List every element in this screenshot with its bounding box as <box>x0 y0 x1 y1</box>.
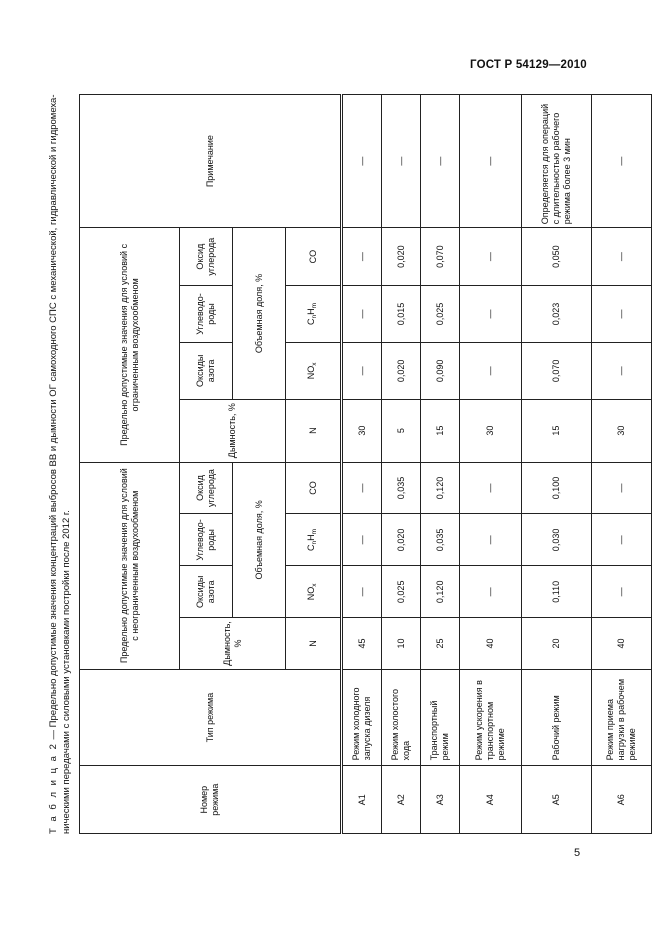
header-co-unlimited: Оксид углерода <box>180 462 233 514</box>
caption-label: Т а б л и ц а 2 <box>48 742 59 834</box>
note-cell: — <box>421 95 460 228</box>
cell-value: — <box>342 462 382 514</box>
header-group-unlimited: Предельно допустимые значения для условий с неограниченным воздухообменом <box>80 462 180 669</box>
note-cell: — <box>342 95 382 228</box>
header-volume-unlimited: Объемная доля, % <box>233 462 286 618</box>
cell-value: 30 <box>592 399 652 462</box>
mode-number: А1 <box>342 766 382 834</box>
cell-value: 10 <box>382 618 421 670</box>
symbol-hc: $C_nH_m$ <box>286 286 342 343</box>
cell-value: — <box>460 462 522 514</box>
page-number: 5 <box>574 847 581 859</box>
table-row <box>460 95 522 834</box>
cell-value: 0,100 <box>522 462 592 514</box>
cell-value: 0,070 <box>522 342 592 399</box>
cell-value: — <box>460 286 522 343</box>
mode-type: Режим приема нагрузки в рабочем режиме <box>592 669 652 766</box>
cell-value: 45 <box>342 618 382 670</box>
header-hc-limited: Углеводороды <box>180 286 233 343</box>
symbol-n: N <box>286 618 342 670</box>
cell-value: 30 <box>460 399 522 462</box>
table-row <box>382 95 421 834</box>
mode-number: А6 <box>592 766 652 834</box>
symbol-nox: $NO_x$ <box>286 566 342 618</box>
cell-value: 15 <box>421 399 460 462</box>
cell-value: 0,025 <box>421 286 460 343</box>
header-smoke-limited: Дымность, % <box>180 399 286 462</box>
header-hc-unlimited: Углеводороды <box>180 514 233 566</box>
header-co-limited: Оксид углерода <box>180 228 233 286</box>
mode-number: А2 <box>382 766 421 834</box>
document-header: ГОСТ Р 54129—2010 <box>470 59 587 71</box>
note-cell: — <box>592 95 652 228</box>
cell-value: 40 <box>592 618 652 670</box>
symbol-co: CO <box>286 228 342 286</box>
mode-type: Режим холостого хода <box>382 669 421 766</box>
mode-type: Рабочий режим <box>522 669 592 766</box>
cell-value: 0,090 <box>421 342 460 399</box>
header-nox-limited: Оксиды азота <box>180 342 233 399</box>
cell-value: 25 <box>421 618 460 670</box>
header-mode-type: Тип режима <box>80 669 342 766</box>
rotated-table-area <box>48 94 637 834</box>
cell-value: 0,023 <box>522 286 592 343</box>
cell-value: — <box>342 514 382 566</box>
cell-value: 0,050 <box>522 228 592 286</box>
cell-value: 0,020 <box>382 514 421 566</box>
table-row <box>421 95 460 834</box>
cell-value: — <box>460 342 522 399</box>
header-note: Примечание <box>80 95 342 228</box>
table-row <box>342 95 382 834</box>
cell-value: — <box>342 286 382 343</box>
mode-type: Транспортный режим <box>421 669 460 766</box>
cell-value: 0,025 <box>382 566 421 618</box>
mode-number: А4 <box>460 766 522 834</box>
cell-value: 15 <box>522 399 592 462</box>
cell-value: 20 <box>522 618 592 670</box>
mode-number: А5 <box>522 766 592 834</box>
cell-value: 0,110 <box>522 566 592 618</box>
cell-value: — <box>342 566 382 618</box>
cell-value: 0,015 <box>382 286 421 343</box>
cell-value: 0,035 <box>421 514 460 566</box>
header-volume-limited: Объемная доля, % <box>233 228 286 399</box>
cell-value: — <box>592 342 652 399</box>
caption-text: — Предельно допустимые значения концентраций выбросов ВВ и дымности ОГ самоходного СПС с механической, гидравлической и гидромеханическими передачами с силовыми установками постройки после 2012 г. <box>48 94 72 834</box>
header-nox-unlimited: Оксиды азота <box>180 566 233 618</box>
emissions-table <box>79 94 652 834</box>
cell-value: 0,120 <box>421 566 460 618</box>
cell-value: — <box>592 286 652 343</box>
cell-value: — <box>460 566 522 618</box>
symbol-co: CO <box>286 462 342 514</box>
table-row <box>522 95 592 834</box>
header-smoke-unlimited: Дымность, % <box>180 618 286 670</box>
cell-value: — <box>592 462 652 514</box>
mode-number: А3 <box>421 766 460 834</box>
note-cell: — <box>382 95 421 228</box>
note-cell: — <box>460 95 522 228</box>
cell-value: — <box>592 514 652 566</box>
cell-value: 0,030 <box>522 514 592 566</box>
cell-value: — <box>592 566 652 618</box>
symbol-n: N <box>286 399 342 462</box>
symbol-nox: $NO_x$ <box>286 342 342 399</box>
header-mode-number: Номер режима <box>80 766 342 834</box>
cell-value: 0,020 <box>382 228 421 286</box>
cell-value: — <box>342 228 382 286</box>
note-cell: Определяется для операций с длительностью рабочего режима более 3 мин <box>522 95 592 228</box>
symbol-hc: $C_nH_m$ <box>286 514 342 566</box>
cell-value: — <box>592 228 652 286</box>
cell-value: 0,035 <box>382 462 421 514</box>
table-row <box>592 95 652 834</box>
cell-value: — <box>460 228 522 286</box>
table-caption <box>48 94 73 834</box>
header-group-limited: Предельно допустимые значения для условий с ограниченным воздухообменом <box>80 228 180 462</box>
cell-value: — <box>460 514 522 566</box>
cell-value: 0,120 <box>421 462 460 514</box>
cell-value: — <box>342 342 382 399</box>
cell-value: 0,070 <box>421 228 460 286</box>
cell-value: 0,020 <box>382 342 421 399</box>
cell-value: 40 <box>460 618 522 670</box>
mode-type: Режим ускорения в транспортном режиме <box>460 669 522 766</box>
cell-value: 30 <box>342 399 382 462</box>
mode-type: Режим холодного запуска дизеля <box>342 669 382 766</box>
cell-value: 5 <box>382 399 421 462</box>
